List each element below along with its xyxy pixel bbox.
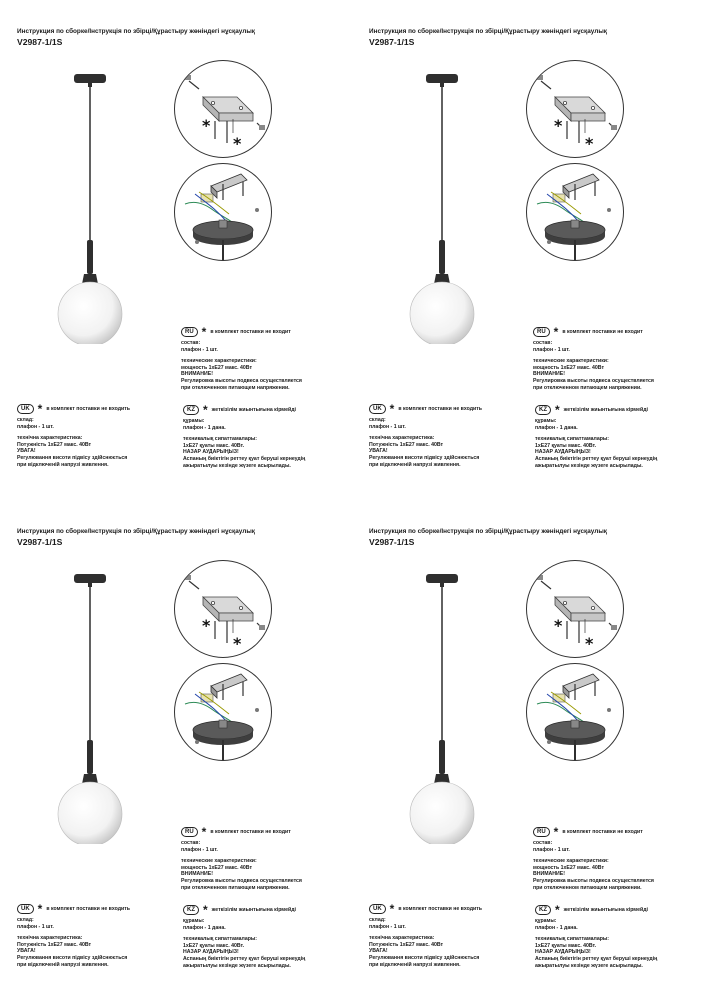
uk-badge: UK	[369, 404, 386, 414]
ru-warning-line-1: Регулировка высоты подвеса осуществляется	[533, 377, 654, 384]
ru-warning-line-1: Регулировка высоты подвеса осуществляется	[533, 877, 654, 884]
kz-badge: KZ	[535, 905, 551, 915]
instruction-sheet-top-right	[352, 0, 704, 498]
ru-section	[181, 826, 302, 891]
ru-warning-line-2: при отключенном питающем напряжении.	[181, 384, 290, 391]
model-number: V2987-1/1S	[369, 37, 415, 47]
svg-text:*: *	[233, 134, 242, 153]
asterisk-icon: *	[203, 903, 208, 917]
svg-text:*: *	[202, 116, 211, 135]
asterisk-icon: *	[203, 403, 208, 417]
ru-tech-value: мощность 1хE27 макс. 40Вт	[533, 864, 604, 871]
ru-warning-line-2: при отключенном питающем напряжении.	[533, 884, 642, 891]
ru-warning-title: ВНИМАНИЕ!	[181, 371, 213, 378]
asterisk-icon: *	[553, 325, 559, 339]
uk-contents-item: плафон - 1 шт.	[17, 423, 54, 430]
asterisk-icon: *	[37, 402, 43, 416]
uk-warning-title: УВАГА!	[17, 948, 36, 955]
kz-badge: KZ	[535, 405, 551, 415]
ru-not-included: в комплект поставки не входит	[562, 328, 643, 335]
wiring-canopy-diagram	[174, 163, 272, 261]
ru-tech-value: мощность 1хE27 макс. 40Вт	[181, 364, 252, 371]
ru-badge: RU	[533, 827, 550, 837]
ru-warning-line-2: при отключенном питающем напряжении.	[181, 884, 290, 891]
ru-warning-title: ВНИМАНИЕ!	[533, 371, 565, 378]
asterisk-icon: *	[555, 403, 560, 417]
uk-tech-value: Потужність 1хE27 макс. 40Вт	[369, 941, 444, 948]
ru-tech-title: технические характеристики:	[181, 358, 257, 365]
pendant-lamp-illustration	[50, 72, 130, 344]
ru-section	[533, 326, 654, 391]
ru-contents-title: состав:	[181, 340, 201, 346]
asterisk-icon: *	[389, 402, 395, 416]
kz-tech-value: 1хE27 қуаты макс. 40Вт.	[183, 942, 245, 949]
ru-not-included: в комплект поставки не входит	[210, 828, 291, 835]
ru-warning-line-1: Регулировка высоты подвеса осуществляется	[181, 877, 302, 884]
uk-tech-value: Потужність 1хE27 макс. 40Вт	[17, 941, 92, 948]
ru-contents-item: плафон - 1 шт.	[181, 346, 218, 353]
kz-not-included: жеткізілім жиынтығына кірмейді	[211, 906, 296, 913]
ru-section	[181, 326, 302, 391]
kz-badge: KZ	[183, 405, 199, 415]
model-number: V2987-1/1S	[17, 37, 63, 47]
kz-contents-item: плафон - 1 дана.	[535, 924, 578, 931]
kz-section	[183, 904, 305, 969]
uk-contents-title: склад:	[17, 417, 34, 423]
uk-warning-title: УВАГА!	[369, 948, 388, 955]
uk-badge: UK	[17, 904, 34, 914]
svg-text:*: *	[585, 634, 594, 653]
model-number: V2987-1/1S	[17, 537, 63, 547]
instruction-title: Инструкция по сборке/Інструкція по збірці/Құрастыру жөніндегі нұсқаулық	[17, 28, 255, 35]
pendant-lamp-illustration	[402, 72, 482, 344]
uk-contents-title: склад:	[369, 917, 386, 923]
ru-tech-value: мощность 1хE27 макс. 40Вт	[181, 864, 252, 871]
kz-warning-line-1: Аспаның биіктігін реттеу қуат беруші кернеудің	[535, 455, 658, 462]
ru-badge: RU	[181, 827, 198, 837]
ru-contents-item: плафон - 1 шт.	[181, 846, 218, 853]
ru-warning-line-1: Регулировка высоты подвеса осуществляется	[181, 377, 302, 384]
uk-not-included: в комплект поставки не входить	[398, 405, 482, 412]
svg-text:*: *	[233, 634, 242, 653]
uk-tech-title: технічна характеристика:	[17, 435, 83, 442]
ru-warning-line-2: при отключенном питающем напряжении.	[533, 384, 642, 391]
kz-badge: KZ	[183, 905, 199, 915]
kz-tech-value: 1хE27 қуаты макс. 40Вт.	[535, 942, 597, 949]
uk-badge: UK	[369, 904, 386, 914]
kz-warning-line-1: Аспаның биіктігін реттеу қуат беруші кернеудің	[535, 955, 658, 962]
uk-contents-item: плафон - 1 шт.	[17, 923, 54, 930]
kz-not-included: жеткізілім жиынтығына кірмейді	[563, 906, 648, 913]
kz-contents-title: құрамы:	[535, 418, 557, 424]
uk-tech-title: технічна характеристика:	[17, 935, 83, 942]
kz-contents-title: құрамы:	[183, 918, 205, 924]
uk-warning-line-1: Регулювання висоти підвісу здійснюється	[17, 454, 128, 461]
pendant-lamp-illustration	[402, 572, 482, 844]
uk-warning-line-1: Регулювання висоти підвісу здійснюється	[369, 954, 480, 961]
uk-section	[369, 903, 482, 968]
uk-contents-item: плафон - 1 шт.	[369, 423, 406, 430]
asterisk-icon: *	[555, 903, 560, 917]
instruction-sheet-top-left	[0, 0, 352, 498]
ru-warning-title: ВНИМАНИЕ!	[181, 871, 213, 878]
uk-warning-title: УВАГА!	[369, 448, 388, 455]
ru-not-included: в комплект поставки не входит	[210, 328, 291, 335]
uk-warning-line-2: при відключеній напрузі живлення.	[369, 961, 461, 968]
uk-warning-line-1: Регулювання висоти підвісу здійснюється	[369, 454, 480, 461]
kz-section	[535, 404, 657, 469]
instruction-title: Инструкция по сборке/Інструкція по збірці/Құрастыру жөніндегі нұсқаулық	[369, 28, 607, 35]
uk-not-included: в комплект поставки не входить	[46, 405, 130, 412]
ru-contents-item: плафон - 1 шт.	[533, 346, 570, 353]
kz-warning-title: НАЗАР АУДАРЫҢЫЗ!	[183, 949, 239, 956]
uk-warning-title: УВАГА!	[17, 448, 36, 455]
kz-contents-item: плафон - 1 дана.	[535, 424, 578, 431]
ru-warning-title: ВНИМАНИЕ!	[533, 871, 565, 878]
model-number: V2987-1/1S	[369, 537, 415, 547]
kz-warning-title: НАЗАР АУДАРЫҢЫЗ!	[535, 449, 591, 456]
uk-warning-line-2: при відключеній напрузі живлення.	[17, 961, 109, 968]
kz-tech-title: техникалық сипаттамалары:	[535, 936, 610, 943]
uk-section	[369, 403, 482, 468]
kz-warning-title: НАЗАР АУДАРЫҢЫЗ!	[535, 949, 591, 956]
uk-section	[17, 403, 130, 468]
ceiling-bracket-diagram	[174, 560, 272, 658]
kz-tech-value: 1хE27 қуаты макс. 40Вт.	[535, 442, 597, 449]
asterisk-icon: *	[201, 325, 207, 339]
uk-warning-line-1: Регулювання висоти підвісу здійснюється	[17, 954, 128, 961]
svg-text:*: *	[554, 616, 563, 635]
ru-not-included: в комплект поставки не входит	[562, 828, 643, 835]
uk-not-included: в комплект поставки не входить	[46, 905, 130, 912]
kz-warning-line-2: ажыратылуы кезінде жүзеге асырылады.	[183, 462, 291, 469]
wiring-canopy-diagram	[526, 163, 624, 261]
uk-warning-line-2: при відключеній напрузі живлення.	[369, 461, 461, 468]
ru-tech-title: технические характеристики:	[181, 858, 257, 865]
ru-tech-value: мощность 1хE27 макс. 40Вт	[533, 364, 604, 371]
ceiling-bracket-diagram	[526, 560, 624, 658]
uk-tech-value: Потужність 1хE27 макс. 40Вт	[369, 441, 444, 448]
kz-warning-line-1: Аспаның биіктігін реттеу қуат беруші кернеудің	[183, 455, 306, 462]
ru-contents-title: состав:	[181, 840, 201, 846]
uk-tech-value: Потужність 1хE27 макс. 40Вт	[17, 441, 92, 448]
asterisk-icon: *	[553, 825, 559, 839]
uk-section	[17, 903, 130, 968]
ru-badge: RU	[181, 327, 198, 337]
uk-tech-title: технічна характеристика:	[369, 935, 435, 942]
asterisk-icon: *	[201, 825, 207, 839]
ru-badge: RU	[533, 327, 550, 337]
kz-warning-line-2: ажыратылуы кезінде жүзеге асырылады.	[535, 962, 643, 969]
svg-text:*: *	[585, 134, 594, 153]
ceiling-bracket-diagram	[526, 60, 624, 158]
uk-tech-title: технічна характеристика:	[369, 435, 435, 442]
kz-section	[535, 904, 657, 969]
uk-not-included: в комплект поставки не входить	[398, 905, 482, 912]
instruction-title: Инструкция по сборке/Інструкція по збірці/Құрастыру жөніндегі нұсқаулық	[17, 528, 255, 535]
uk-contents-item: плафон - 1 шт.	[369, 923, 406, 930]
asterisk-icon: *	[389, 902, 395, 916]
kz-warning-line-2: ажыратылуы кезінде жүзеге асырылады.	[535, 462, 643, 469]
pendant-lamp-illustration	[50, 572, 130, 844]
ru-contents-title: состав:	[533, 340, 553, 346]
kz-warning-title: НАЗАР АУДАРЫҢЫЗ!	[183, 449, 239, 456]
kz-warning-line-1: Аспаның биіктігін реттеу қуат беруші кернеудің	[183, 955, 306, 962]
kz-contents-title: құрамы:	[183, 418, 205, 424]
ru-contents-item: плафон - 1 шт.	[533, 846, 570, 853]
kz-contents-title: құрамы:	[535, 918, 557, 924]
kz-not-included: жеткізілім жиынтығына кірмейді	[563, 406, 648, 413]
kz-section	[183, 404, 305, 469]
uk-badge: UK	[17, 404, 34, 414]
svg-text:*: *	[554, 116, 563, 135]
kz-tech-value: 1хE27 қуаты макс. 40Вт.	[183, 442, 245, 449]
uk-contents-title: склад:	[17, 917, 34, 923]
kz-not-included: жеткізілім жиынтығына кірмейді	[211, 406, 296, 413]
kz-tech-title: техникалық сипаттамалары:	[535, 436, 610, 443]
ru-section	[533, 826, 654, 891]
kz-contents-item: плафон - 1 дана.	[183, 424, 226, 431]
ceiling-bracket-diagram	[174, 60, 272, 158]
ru-tech-title: технические характеристики:	[533, 358, 609, 365]
ru-tech-title: технические характеристики:	[533, 858, 609, 865]
kz-contents-item: плафон - 1 дана.	[183, 924, 226, 931]
instruction-sheet-bottom-right	[352, 500, 704, 998]
wiring-canopy-diagram	[174, 663, 272, 761]
kz-warning-line-2: ажыратылуы кезінде жүзеге асырылады.	[183, 962, 291, 969]
wiring-canopy-diagram	[526, 663, 624, 761]
kz-tech-title: техникалық сипаттамалары:	[183, 936, 258, 943]
asterisk-icon: *	[37, 902, 43, 916]
instruction-title: Инструкция по сборке/Інструкція по збірці/Құрастыру жөніндегі нұсқаулық	[369, 528, 607, 535]
ru-contents-title: состав:	[533, 840, 553, 846]
instruction-sheet-bottom-left	[0, 500, 352, 998]
uk-warning-line-2: при відключеній напрузі живлення.	[17, 461, 109, 468]
uk-contents-title: склад:	[369, 417, 386, 423]
kz-tech-title: техникалық сипаттамалары:	[183, 436, 258, 443]
svg-text:*: *	[202, 616, 211, 635]
